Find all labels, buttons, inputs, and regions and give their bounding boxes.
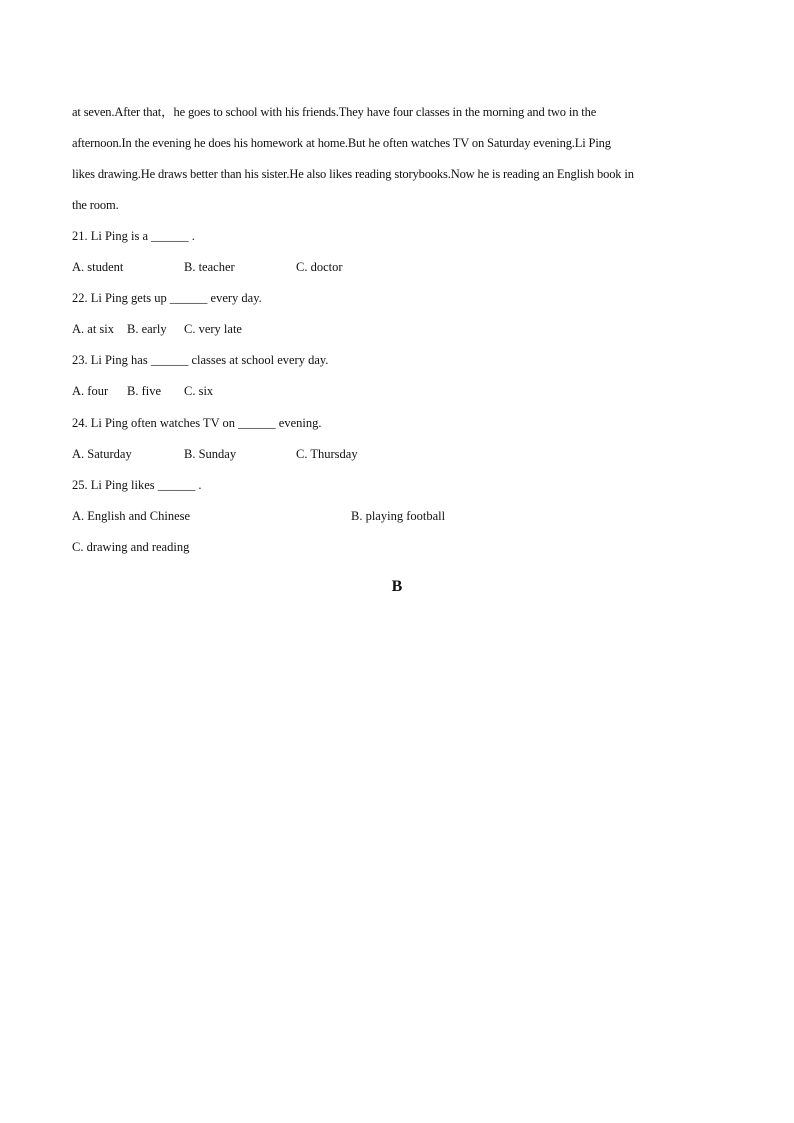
question-25-stem: 25. Li Ping likes ______ . — [72, 478, 202, 492]
passage-line-3: likes drawing.He draws better than his sister.He also likes reading storybooks.Now he is reading an English book in — [72, 167, 634, 181]
question-25-option-a: A. English and Chinese — [72, 509, 191, 523]
question-22-option-a: A. at six — [72, 322, 115, 336]
question-23-option-b: B. five — [127, 384, 162, 398]
question-24-option-b: B. Sunday — [184, 447, 237, 461]
question-22-option-c: C. very late — [184, 322, 242, 336]
question-21-option-b: B. teacher — [184, 260, 235, 274]
question-24-option-c: C. Thursday — [296, 447, 358, 461]
question-23-option-c: C. six — [184, 384, 214, 398]
question-23-stem: 23. Li Ping has ______ classes at school every day. — [72, 353, 329, 367]
question-23-option-a: A. four — [72, 384, 109, 398]
question-24-stem: 24. Li Ping often watches TV on ______ evening. — [72, 416, 322, 430]
passage-line-2: afternoon.In the evening he does his homework at home.But he often watches TV on Saturday evening.Li Ping — [72, 136, 611, 150]
section-heading: B — [391, 578, 403, 595]
question-22-stem: 22. Li Ping gets up ______ every day. — [72, 291, 262, 305]
question-25-option-b: B. playing football — [351, 509, 446, 523]
question-25-option-c: C. drawing and reading — [72, 540, 190, 554]
passage-line-4: the room. — [72, 198, 119, 212]
question-24-option-a: A. Saturday — [72, 447, 132, 461]
question-21-stem: 21. Li Ping is a ______ . — [72, 229, 195, 243]
question-21-option-c: C. doctor — [296, 260, 343, 274]
passage-line-1: at seven.After that，he goes to school with his friends.They have four classes in the morning and two in the — [72, 105, 597, 119]
question-22-option-b: B. early — [127, 322, 167, 336]
question-21-option-a: A. student — [72, 260, 124, 274]
